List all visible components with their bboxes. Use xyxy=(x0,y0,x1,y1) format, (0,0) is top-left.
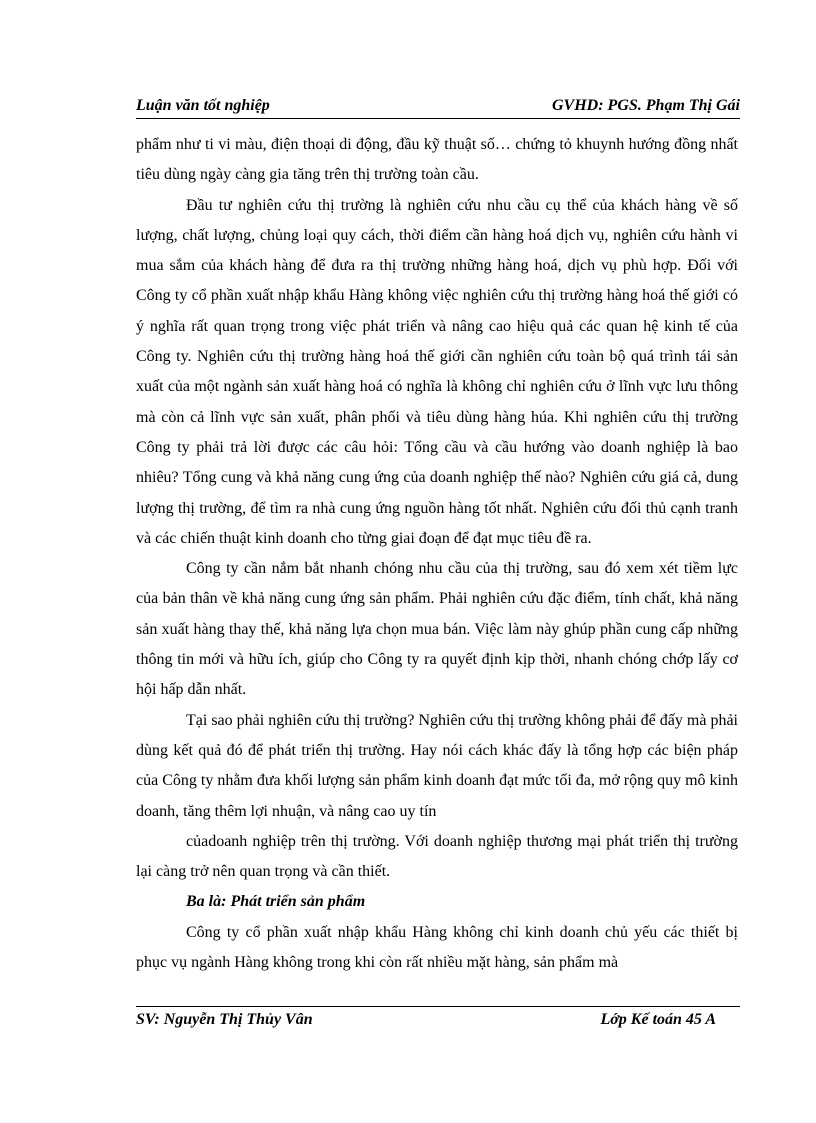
header-advisor: GVHD: PGS. Phạm Thị Gái xyxy=(551,97,740,114)
paragraph-4: Tại sao phải nghiên cứu thị trường? Nghiên cứu thị trường không phải để đấy mà phải dùng kết quả đó để phát triển thị trường. Hay nói cách khác đấy là tổng hợp các biện pháp của Công ty nhằm đưa khối lượng sản phẩm kinh doanh đạt mức tối đa, mở rộng quy mô kinh doanh, tăng thêm lợi nhuận, và nâng cao uy tín xyxy=(136,711,738,820)
header-title: Luận văn tốt nghiệp xyxy=(136,97,270,114)
paragraph-5: củadoanh nghiệp trên thị trường. Với doanh nghiệp thương mại phát triển thị trường lại càng trở nên quan trọng và cần thiết. xyxy=(136,832,738,881)
paragraph-2: Đầu tư nghiên cứu thị trường là nghiên cứu nhu cầu cụ thể của khách hàng về số lượng, chất lượng, chủng loại quy cách, thời điểm cần hàng hoá dịch vụ, nghiên cứu hành vi mua sắm của khách hàng để đưa ra thị trường những hàng hoá, dịch vụ phù hợp. Đối với Công ty cổ phần xuất nhập khẩu Hàng không việc nghiên cứu thị trường hàng hoá thế giới có ý nghĩa rất quan trọng trong việc phát triển và nâng cao hiệu quả các quan hệ kinh tế của Công ty. Nghiên cứu thị trường hàng hoá thế giới cần nghiên cứu toàn bộ quá trình tái sản xuất của một ngành sản xuất hàng hoá có nghĩa là không chỉ nghiên cứu ở lĩnh vực lưu thông mà còn cả lĩnh vực sản xuất, phân phối và tiêu dùng hàng húa. Khi nghiên cứu thị trường Công ty phải trả lời được các câu hỏi: Tổng cầu và cầu hướng vào doanh nghiệp là bao nhiêu? Tổng cung và khả năng cung ứng của doanh nghiệp thế nào? Nghiên cứu giá cả, dung lượng thị trường, để tìm ra nhà cung ứng nguồn hàng tốt nhất. Nghiên cứu đối thủ cạnh tranh và các chiến thuật kinh doanh cho từng giai đoạn để đạt mục tiêu đề ra. xyxy=(136,196,738,547)
section-heading: Ba là: Phát triển sản phẩm xyxy=(186,893,366,911)
page-footer xyxy=(136,1006,740,1033)
paragraph-6: Công ty cổ phần xuất nhập khẩu Hàng không chỉ kinh doanh chủ yếu các thiết bị phục vụ ngành Hàng không trong khi còn rất nhiều mặt hàng, sản phẩm mà xyxy=(136,923,738,972)
footer-class: Lớp Kế toán 45 A xyxy=(600,1011,716,1028)
footer-student: SV: Nguyễn Thị Thủy Vân xyxy=(136,1011,313,1028)
page-body xyxy=(136,130,738,978)
page-header xyxy=(136,96,740,119)
paragraph-1: phẩm như ti vi màu, điện thoại di động, đầu kỹ thuật số… chứng tỏ khuynh hướng đồng nhất tiêu dùng ngày càng gia tăng trên thị trường toàn cầu. xyxy=(136,136,738,184)
paragraph-3: Công ty cần nắm bắt nhanh chóng nhu cầu của thị trường, sau đó xem xét tiềm lực của bản thân về khả năng cung ứng sản phẩm. Phải nghiên cứu đặc điểm, tính chất, khả năng sản xuất hàng thay thế, khả năng lựa chọn mua bán. Việc làm này ghúp phần cung cấp những thông tin mới và hữu ích, giúp cho Công ty ra quyết định kịp thời, nhanh chóng chớp lấy cơ hội hấp dẫn nhất. xyxy=(136,560,738,699)
